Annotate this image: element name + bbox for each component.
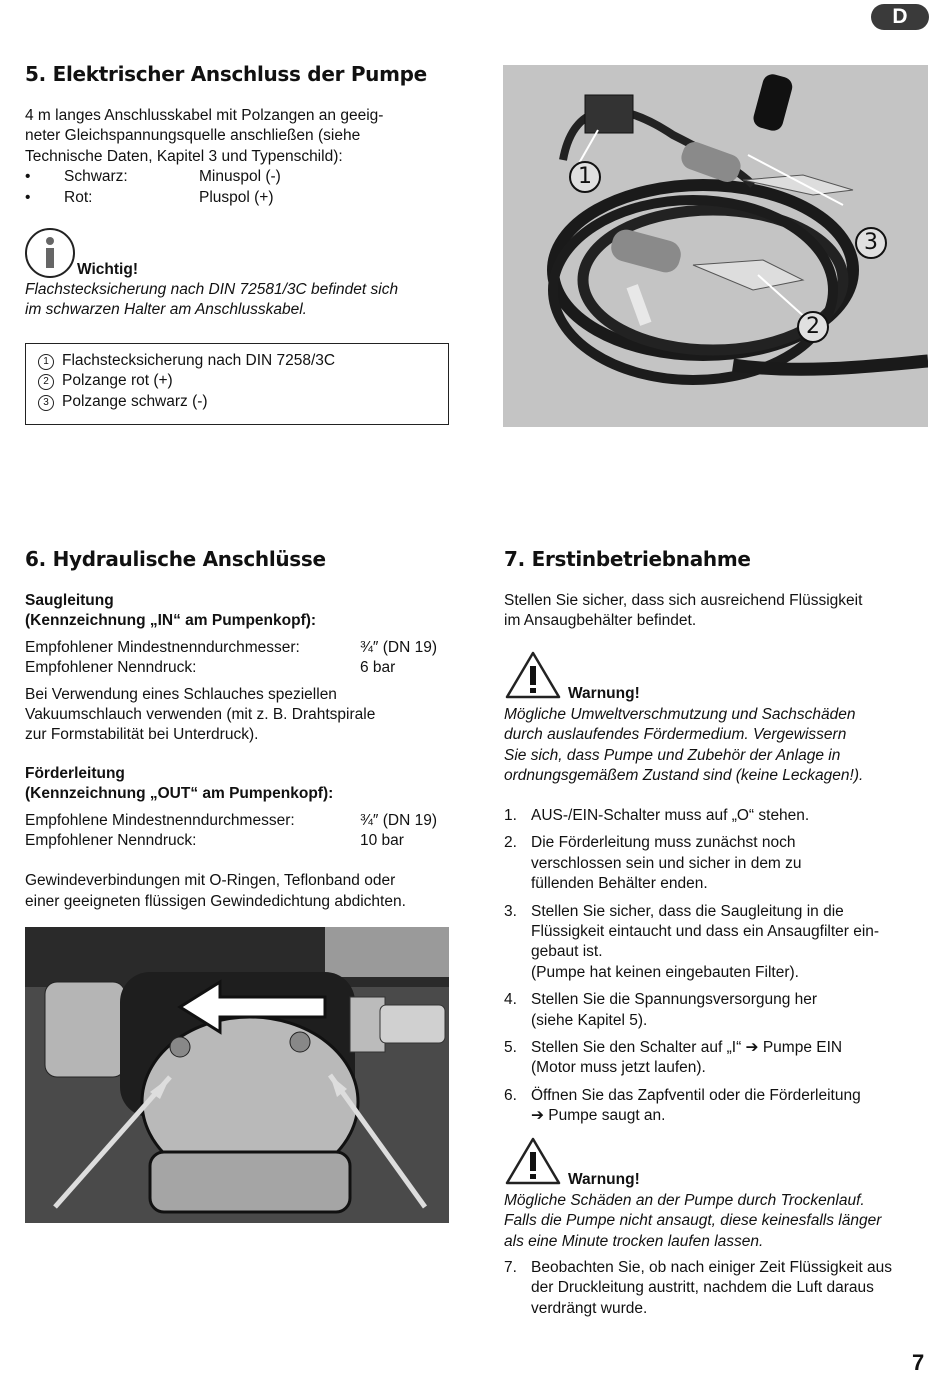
callout-3: 3 (855, 227, 887, 259)
step-line: ➔ Pumpe saugt an. (531, 1107, 666, 1125)
intro-line: Technische Daten, Kapitel 3 und Typenschild): (25, 147, 343, 165)
step-item (504, 833, 934, 894)
callout-2: 2 (797, 311, 829, 343)
warning-icon (504, 1136, 562, 1186)
spec-label: Empfohlener Nenndruck: (25, 832, 197, 850)
step-number: 2. (504, 834, 517, 852)
step-line: Die Förderleitung muss zunächst noch (531, 834, 796, 852)
cable-photo (503, 65, 928, 427)
saug-heading: (Kennzeichnung „IN“ am Pumpenkopf): (25, 612, 317, 630)
important-title: Wichtig! (77, 261, 138, 278)
bullet-row (25, 188, 465, 208)
spec-row (25, 638, 465, 658)
bullet: • (25, 188, 31, 206)
step-number: 4. (504, 991, 517, 1009)
step-item (504, 902, 934, 984)
step-line: verschlossen sein und sicher in dem zu (531, 854, 802, 872)
step-line: Beobachten Sie, ob nach einiger Zeit Flüssigkeit aus (531, 1259, 893, 1276)
step-line: Flüssigkeit eintaucht und dass ein Ansaugfilter ein- (531, 923, 880, 941)
saug-note-line: Vakuumschlauch verwenden (mit z. B. Drahtspirale (25, 706, 376, 724)
intro-line: 4 m langes Anschlusskabel mit Polzangen an geeig- (25, 107, 384, 124)
legend-number: 3 (38, 395, 54, 411)
bullet-label: Schwarz: (64, 168, 128, 186)
foerder-heading: (Kennzeichnung „OUT“ am Pumpenkopf): (25, 785, 334, 803)
spec-label: Empfohlener Nenndruck: (25, 659, 197, 677)
legend-box (25, 343, 449, 425)
spec-row (25, 811, 465, 831)
warning-line: Mögliche Umweltverschmutzung und Sachschäden (504, 706, 856, 723)
legend-number: 1 (38, 354, 54, 370)
info-icon (24, 227, 76, 279)
important-line: im schwarzen Halter am Anschlusskabel. (25, 301, 307, 319)
saug-note-line: zur Formstabilität bei Unterdruck). (25, 726, 259, 744)
step-number: 6. (504, 1086, 517, 1104)
step-line: verdrängt wurde. (531, 1299, 648, 1317)
section-7-title: 7. Erstinbetriebnahme (504, 547, 751, 571)
warning-2-text (504, 1191, 934, 1252)
step-line: (siehe Kapitel 5). (531, 1011, 648, 1029)
warning-line: Mögliche Schäden an der Pumpe durch Trockenlauf. (504, 1192, 865, 1209)
important-line: Flachstecksicherung nach DIN 72581/3C befindet sich (25, 281, 399, 298)
saug-heading: Saugleitung (25, 592, 114, 609)
language-badge: D (871, 4, 929, 30)
spec-value: ¾″ (DN 19) (360, 811, 437, 829)
spec-value: 6 bar (360, 659, 396, 677)
bullet-value: Minuspol (-) (199, 168, 281, 186)
step-line: füllenden Behälter enden. (531, 875, 708, 893)
spec-value: ¾″ (DN 19) (360, 638, 437, 656)
section-5-intro (25, 106, 465, 208)
warning-2-title: Warnung! (568, 1171, 640, 1188)
bullet-row (25, 167, 465, 187)
warning-line: als eine Minute trocken laufen lassen. (504, 1232, 764, 1250)
legend-text: Polzange schwarz (-) (62, 392, 208, 410)
pump-photo (25, 927, 449, 1223)
spec-label: Empfohlener Mindestnenndurchmesser: (25, 638, 300, 656)
spec-label: Empfohlene Mindestnenndurchmesser: (25, 811, 295, 829)
section-6-body (25, 591, 465, 912)
gewinde-line: Gewindeverbindungen mit O-Ringen, Teflonband oder (25, 872, 396, 890)
step-line: gebaut ist. (531, 943, 603, 961)
warning-line: ordnungsgemäßem Zustand sind (keine Leckagen!). (504, 767, 864, 785)
bullet-label: Rot: (64, 188, 93, 206)
foerder-heading: Förderleitung (25, 764, 125, 782)
step-line: Stellen Sie den Schalter auf „I“ ➔ Pumpe EIN (531, 1039, 843, 1057)
section-6-title: 6. Hydraulische Anschlüsse (25, 547, 326, 571)
warning-line: Sie sich, dass Pumpe und Zubehör der Anlage in (504, 746, 841, 764)
step-line: der Druckleitung austritt, nachdem die Luft daraus (531, 1279, 874, 1297)
section-5-title: 5. Elektrischer Anschluss der Pumpe (25, 62, 427, 86)
step-item (504, 990, 934, 1031)
warning-1-text (504, 705, 934, 787)
bullet-value: Pluspol (+) (199, 188, 274, 206)
legend-text: Polzange rot (+) (62, 372, 173, 390)
step-number: 7. (504, 1259, 517, 1276)
step-item (504, 1258, 934, 1319)
warning-line: Falls die Pumpe nicht ansaugt, diese keinesfalls länger (504, 1212, 882, 1230)
step-line: Öffnen Sie das Zapfventil oder die Förderleitung (531, 1086, 861, 1104)
step-number: 3. (504, 902, 517, 920)
step-item (504, 1038, 934, 1079)
step-line: (Motor muss jetzt laufen). (531, 1059, 706, 1077)
intro-line: im Ansaugbehälter befindet. (504, 612, 697, 630)
intro-line: Stellen Sie sicher, dass sich ausreichend Flüssigkeit (504, 592, 863, 609)
step-number: 5. (504, 1039, 517, 1057)
important-text (25, 280, 465, 321)
bullet: • (25, 168, 31, 186)
spec-row (25, 658, 465, 678)
legend-number: 2 (38, 374, 54, 390)
pump-illustration (25, 927, 449, 1223)
spec-row (25, 831, 465, 851)
callout-1: 1 (569, 161, 601, 193)
steps-list-continued (504, 1258, 934, 1326)
step-line: (Pumpe hat keinen eingebauten Filter). (531, 963, 799, 981)
page-number: 7 (912, 1350, 925, 1375)
spec-value: 10 bar (360, 832, 404, 850)
step-item (504, 1086, 934, 1127)
step-number: 1. (504, 807, 517, 824)
legend-text: Flachstecksicherung nach DIN 7258/3C (62, 352, 336, 369)
step-line: Stellen Sie sicher, dass die Saugleitung in die (531, 902, 844, 920)
step-line: Stellen Sie die Spannungsversorgung her (531, 991, 818, 1009)
intro-line: neter Gleichspannungsquelle anschließen (siehe (25, 127, 361, 145)
warning-line: durch auslaufendes Fördermedium. Vergewissern (504, 726, 847, 744)
step-item (504, 806, 934, 826)
legend-item (38, 351, 448, 371)
gewinde-line: einer geeigneten flüssigen Gewindedichtung abdichten. (25, 892, 406, 910)
steps-list (504, 806, 934, 1134)
warning-1-title: Warnung! (568, 685, 640, 702)
saug-note-line: Bei Verwendung eines Schlauches speziellen (25, 685, 337, 703)
legend-item (38, 371, 448, 391)
section-7-intro (504, 591, 934, 632)
legend-item (38, 392, 448, 412)
warning-icon (504, 650, 562, 700)
step-line: AUS-/EIN-Schalter muss auf „O“ stehen. (531, 807, 810, 824)
